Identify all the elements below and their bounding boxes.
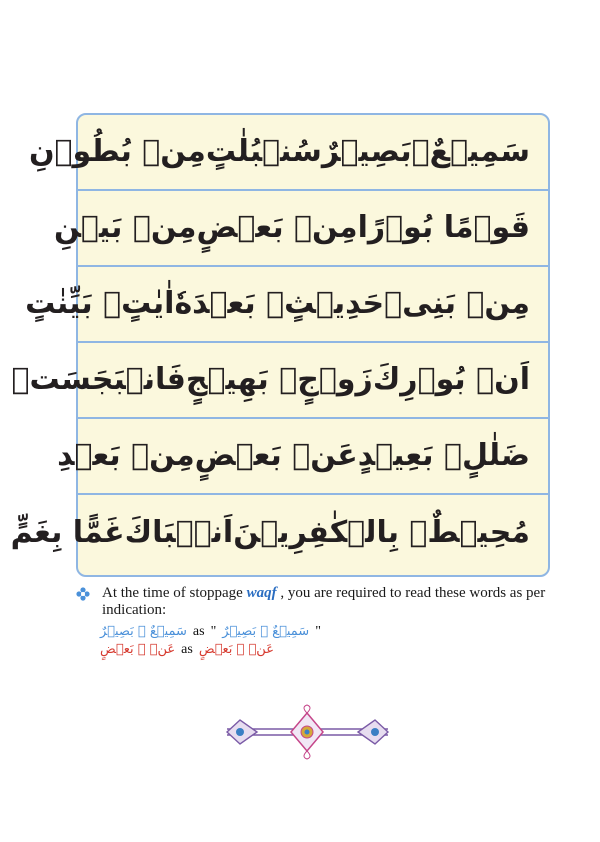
grid-row <box>25 267 548 343</box>
arabic-word: غَمًّا بِغَمٍّ <box>10 515 125 550</box>
arabic-word: قَوۡمًا بُوۡرًا <box>357 210 530 245</box>
example1-right: سَمِيۡعٌ ۢ بَصِيۡرٌ <box>222 624 310 639</box>
grid-row <box>53 191 548 267</box>
close-quote: " <box>315 624 321 639</box>
note-term: waqf <box>246 585 277 601</box>
ornament-divider-icon <box>205 709 410 755</box>
example2-left: عَنۡ ۢ بَعۡضٍ <box>100 642 176 657</box>
arabic-word: مِنۡ بَنِىۡ <box>384 286 530 321</box>
arabic-word: مِنۡ بَعۡضٍ <box>196 210 358 245</box>
word-grid-panel <box>10 113 550 577</box>
grid-row <box>57 419 548 495</box>
arabic-word: سُنۡبُلٰتٍ <box>205 134 322 169</box>
arabic-word: عَنۡ بَعۡضٍ <box>194 438 358 473</box>
arabic-word: بَصِيۡرٌ <box>321 134 412 169</box>
arabic-word: ضَلٰلٍۢ بَعِيۡدٍ <box>357 438 530 473</box>
arabic-word: مِنۡ بَعۡدِ <box>57 438 195 473</box>
arabic-word: اَنۡۢبَاكَ <box>124 515 234 550</box>
arabic-word: مُحِيۡطٌۢ بِالۡكٰفِرِيۡنَ <box>233 515 530 550</box>
example1-left: سَمِيۡعٌ ۢ بَصِيۡرٌ <box>100 624 187 639</box>
example-line-2 <box>100 642 400 658</box>
arabic-word: اٰيٰتٍۢ بَيِّنٰتٍ <box>25 286 175 321</box>
grid-row <box>10 495 548 571</box>
note-text-after: , you are required to read these words as per indication: <box>102 585 546 618</box>
arabic-word: سَمِيۡعٌۢ <box>411 134 530 169</box>
arabic-word: مِنۡ بُطُوۡنِ <box>28 134 206 169</box>
arabic-word: زَوۡجٍۢ بَهِيۡجٍ <box>185 362 373 397</box>
arabic-word: مِنۡ بَيۡنِ <box>53 210 197 245</box>
grid-row <box>11 343 548 419</box>
as-word: as <box>181 642 193 657</box>
example2-right: عَنۡ ۢ بَعۡضٍ <box>198 642 274 657</box>
arabic-word: فَانۡبَجَسَتۡ <box>11 362 186 397</box>
note-text-before: At the time of stoppage <box>102 585 247 601</box>
flower-bullet-icon <box>76 587 90 601</box>
as-word: as <box>192 624 205 639</box>
grid-row <box>28 115 548 191</box>
open-quote: " <box>210 624 217 639</box>
arabic-word: حَدِيۡثٍۢ بَعۡدَهٗ <box>174 286 385 321</box>
note-text <box>102 585 554 619</box>
example-line-1 <box>100 624 400 640</box>
arabic-word: اَنۡ بُوۡرِكَ <box>372 362 530 397</box>
